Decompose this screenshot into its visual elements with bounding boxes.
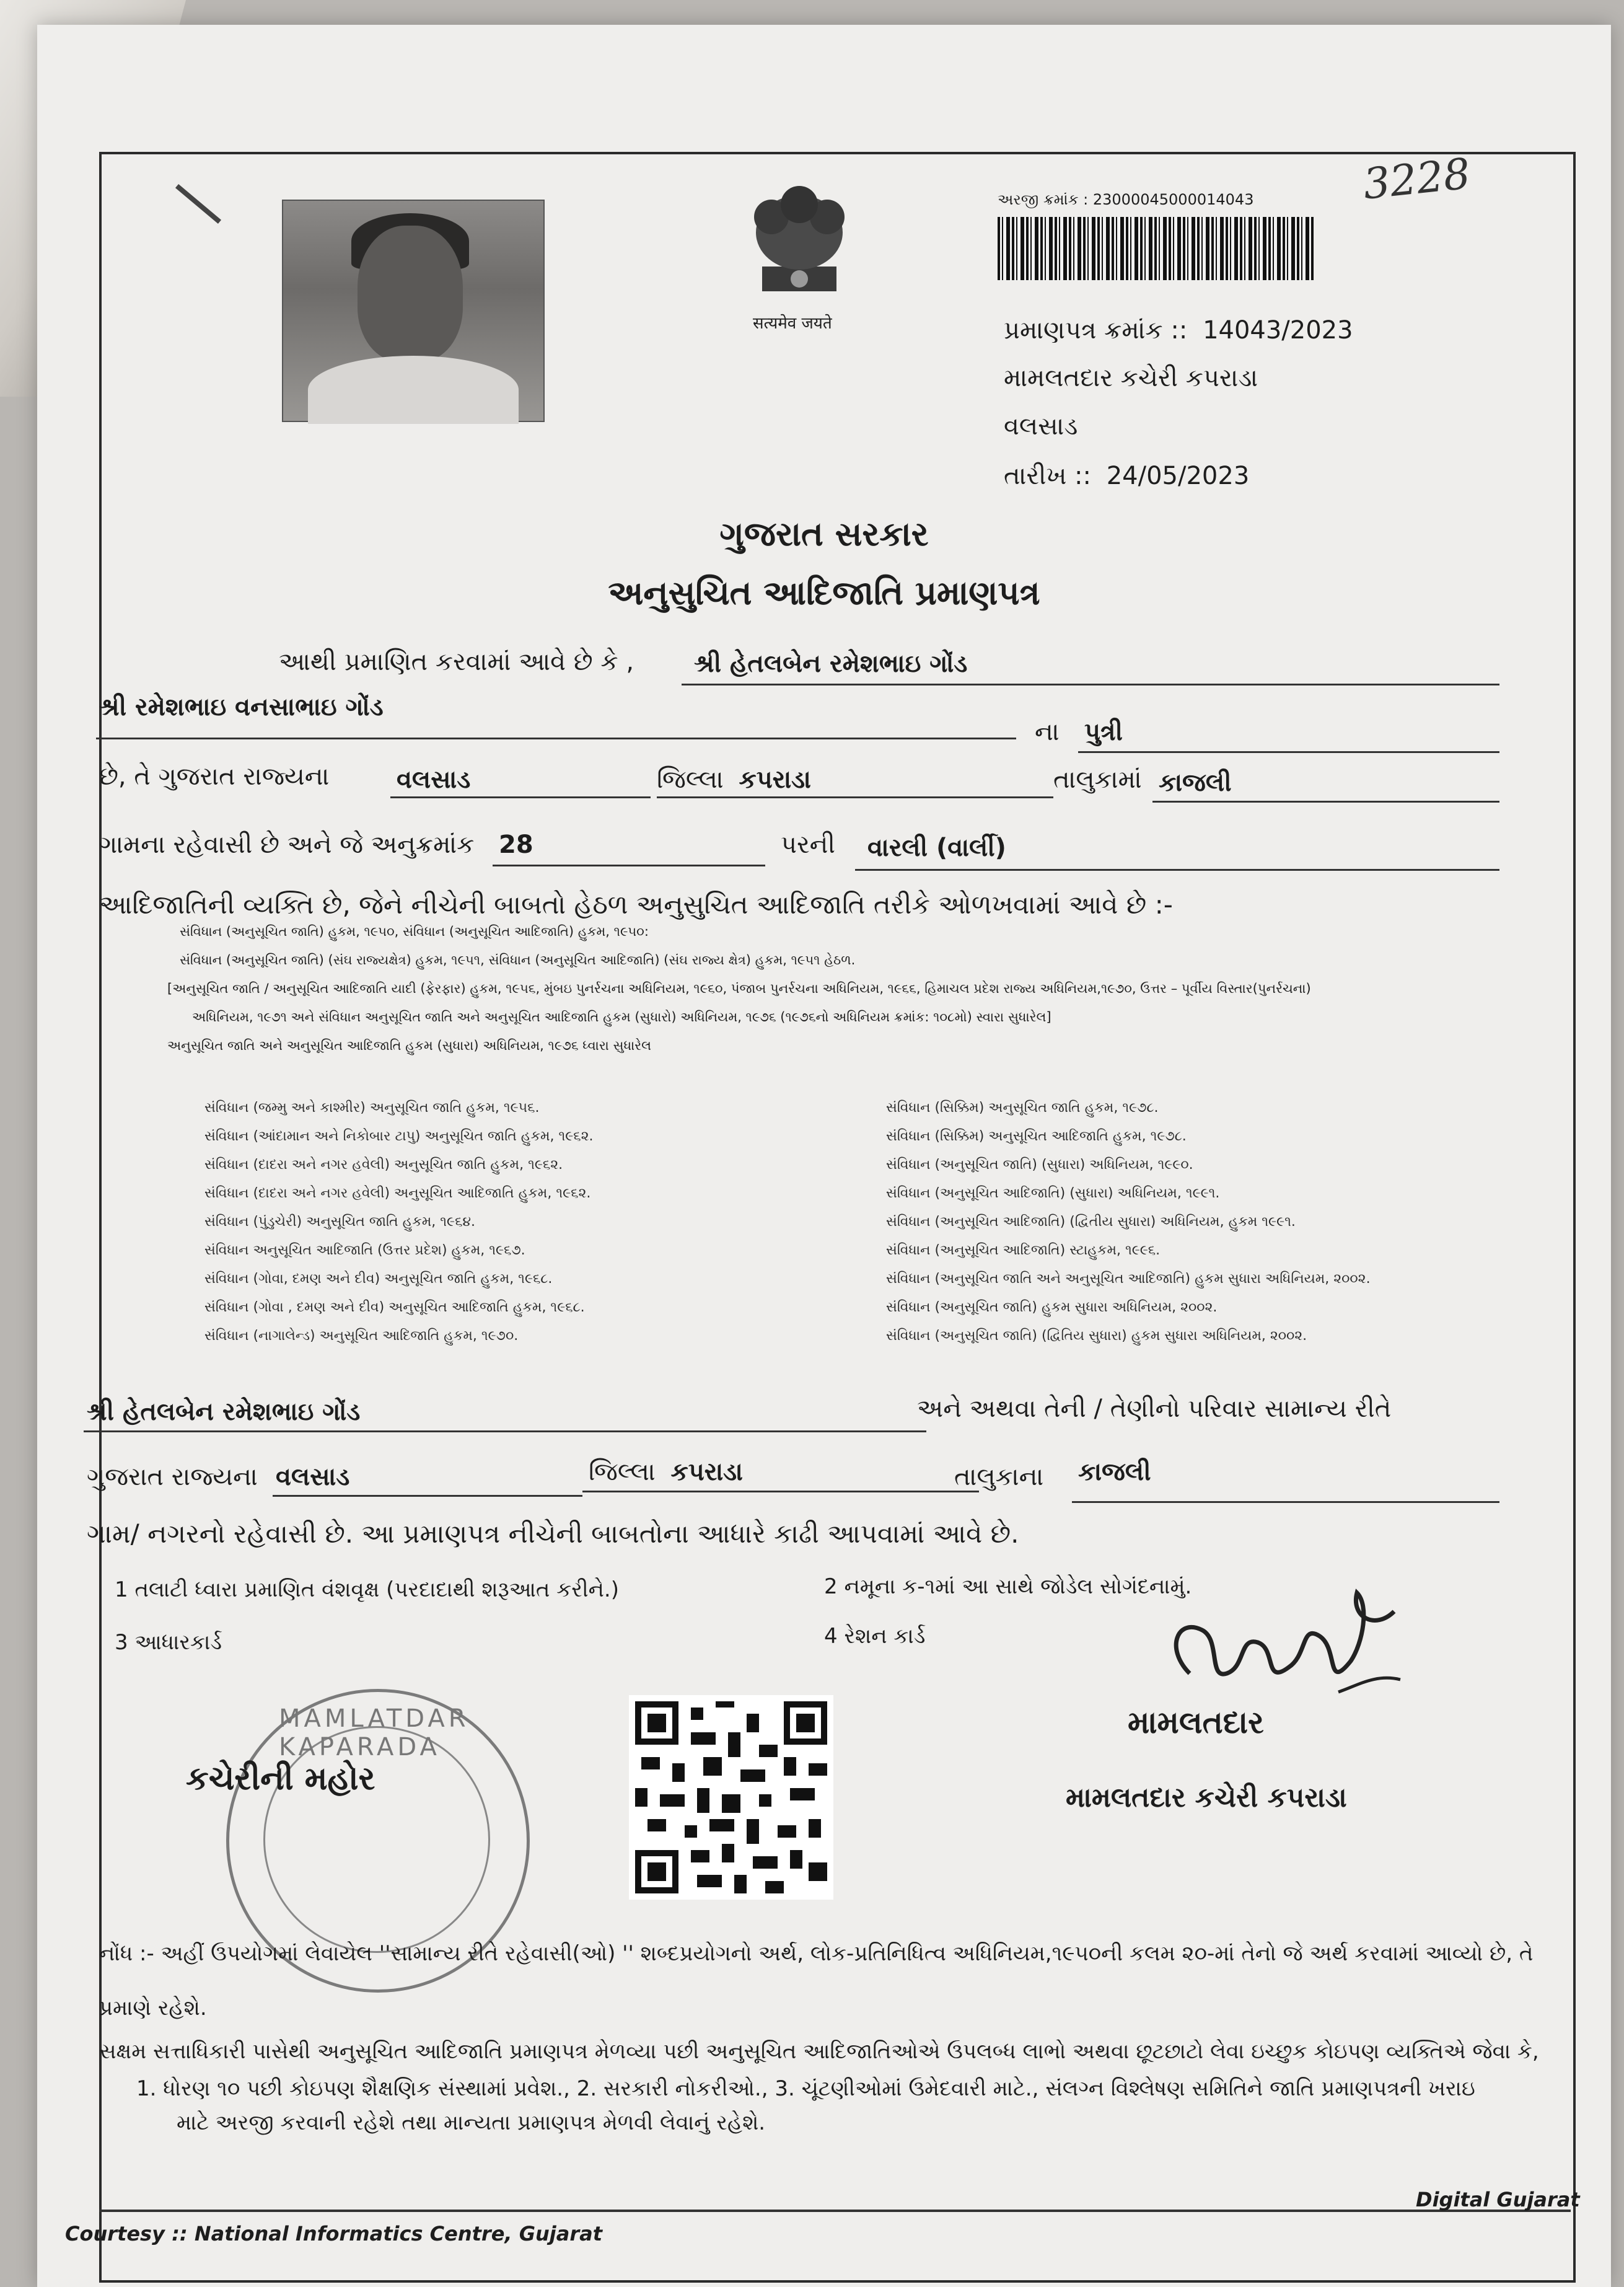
order-item: સંવિધાન (દાદરા અને નગર હવેલી) અનુસૂચિત જાતિ હુકમ, ૧૯૬૨. bbox=[204, 1157, 563, 1173]
order-item: સંવિધાન (અનુસૂચિત જાતિ અને અનુસૂચિત આદિજાતિ) હુકમ સુધારા અધિનિયમ, ૨૦૦૨. bbox=[886, 1271, 1371, 1287]
certify-text: આથી પ્રમાણિત કરવામાં આવે છે કે , bbox=[279, 648, 634, 676]
signatory-title: મામલતદાર bbox=[1128, 1704, 1264, 1740]
legal-line: [અનુસૂચિત જાતિ / અનુસૂચિત આદિજાતિ યાદી (ફેરફાર) હુકમ, ૧૯૫૬, મુંબઇ પુનર્રચના અધિનિયમ, ૧૯૬૦, પંજાબ પુનર્રચના અધિનિયમ, ૧૯૬૬, હિમાચલ પ્રદેશ રાજ્ય અધિનિયમ,૧૯૭૦, ઉત્તર – પૂર્વીય વિસ્તાર(પુનર્રચના) bbox=[167, 981, 1311, 996]
order-item: સંવિધાન (દાદરા અને નગર હવેલી) અનુસૂચિત આદિજાતિ હુકમ, ૧૯૬૨. bbox=[204, 1186, 591, 1201]
certificate-number-label: પ્રમાણપત્ર ક્રમાંક :: bbox=[1004, 316, 1188, 345]
order-item: સંવિધાન (અનુસૂચિત આદિજાતિ) સ્ટાહુકમ, ૧૯૯૬. bbox=[886, 1243, 1161, 1258]
father-name: શ્રી રમેશભાઇ વનસાભાઇ ગોંડ bbox=[99, 693, 384, 721]
upon-label: પરની bbox=[781, 831, 835, 859]
footer-courtesy: Courtesy :: National Informatics Centre, Gujarat bbox=[65, 2222, 602, 2245]
basis-2: 2 નમૂના ક-૧માં આ સાથે જોડેલ સોગંદનામું. bbox=[824, 1574, 1192, 1599]
village: કાજલી bbox=[1159, 769, 1232, 797]
holder-name: શ્રી હેતલબેન રમેશભાઇ ગોંડ bbox=[694, 650, 968, 678]
orders-right bbox=[886, 1094, 1371, 1351]
of-label: ના bbox=[1035, 718, 1060, 746]
orders-left bbox=[204, 1094, 594, 1351]
order-item: સંવિધાન (આંદામાન અને નિકોબાર ટાપુ) અનુસૂચિત જાતિ હુકમ, ૧૯૬૨. bbox=[204, 1129, 594, 1144]
applicant-photo bbox=[282, 200, 545, 422]
application-number: અરજી ક્રમાંક : 2300004500001404​3 bbox=[998, 191, 1254, 208]
handwritten-serial: 3228 bbox=[1361, 149, 1473, 209]
qr-code bbox=[629, 1695, 833, 1900]
legal-line: અધિનિયમ, ૧૯૭૧ અને સંવિધાન અનુસૂચિત જાતિ અને અનુસૂચિત આદિજાતિ હુકમ (સુધારો) અધિનિયમ, ૧૯૭૬ (૧૯૭૬નો અધિનિયમ ક્રમાંક: ૧૦૮મો) સ્વારા સુધારેલ] bbox=[192, 1010, 1051, 1025]
certificate-sheet bbox=[37, 25, 1611, 2287]
order-item: સંવિધાન (જમ્મુ અને કાશ્મીર) અનુસૂચિત જાતિ હુકમ, ૧૯૫૬. bbox=[204, 1100, 540, 1116]
order-item: સંવિધાન (નાગાલેન્ડ) અનુસૂચિત આદિજાતિ હુકમ, ૧૯૭૦. bbox=[204, 1328, 519, 1344]
legal-line: સંવિધાન (અનુસૂચિત જાતિ) હુકમ, ૧૯૫૦, સંવિધાન (અનુસૂચિત આદિજાતિ) હુકમ, ૧૯૫૦: bbox=[180, 924, 649, 939]
issue-date-row bbox=[1004, 462, 1249, 490]
date-label: તારીખ :: bbox=[1004, 462, 1091, 490]
certificate-number-row bbox=[1004, 316, 1353, 345]
recognition-text: આદિજાતિની વ્યક્તિ છે, જેને નીચેની બાબતો હેઠળ અનુસુચિત આદિજાતિ તરીકે ઓળખવામાં આવે છે :- bbox=[99, 889, 1173, 920]
issue-date: 24/05/2023 bbox=[1106, 462, 1250, 490]
district-label: જિલ્લા bbox=[657, 765, 724, 794]
taluka-label-2: તાલુકાના bbox=[954, 1463, 1044, 1491]
taluka-row bbox=[657, 765, 811, 794]
footer-digital-gujarat: Digital Gujarat bbox=[1416, 2188, 1580, 2211]
certificate-title: અનુસુચિત આદિજાતિ પ્રમાણપત્ર bbox=[608, 573, 1040, 612]
tribe-name: વારલી (વાર્લી) bbox=[867, 834, 1006, 862]
district-label-2: જિલ્લા bbox=[589, 1458, 656, 1486]
legal-lines bbox=[167, 917, 1311, 1060]
order-item: સંવિધાન (ગોવા, દમણ અને દીવ) અનુસૂચિત જાતિ હુકમ, ૧૯૬૮. bbox=[204, 1271, 553, 1287]
village-text: ગામના રહેવાસી છે અને જે અનુક્રમાંક bbox=[99, 831, 475, 859]
order-item: સંવિધાન (અનુસૂચિત જાતિ) (દ્વિતિય સુધારા) હુકમ સુધારા અધિનિયમ, ૨૦૦૨. bbox=[886, 1328, 1307, 1344]
relation: પુત્રી bbox=[1084, 718, 1123, 746]
state-text: છે, તે ગુજરાત રાજ્યના bbox=[99, 762, 330, 791]
office-seal-label: કચેરીની મહોર bbox=[186, 1760, 375, 1797]
district: વલસાડ bbox=[397, 765, 471, 794]
village-2: કાજલી bbox=[1078, 1458, 1151, 1486]
order-item: સંવિધાન (ગોવા , દમણ અને દીવ) અનુસૂચિત આદિજાતિ હુકમ, ૧૯૬૮. bbox=[204, 1300, 585, 1315]
order-item: સંવિધાન (અનુસૂચિત જાતિ) (સુધારા) અધિનિયમ, ૧૯૯૦. bbox=[886, 1157, 1193, 1173]
government-title: ગુજરાત સરકાર bbox=[719, 514, 929, 553]
district-taluka-2 bbox=[589, 1458, 743, 1486]
serial-number: 28 bbox=[499, 831, 533, 859]
taluka-2: કપરાડા bbox=[670, 1458, 743, 1486]
order-item: સંવિધાન (પુંડુચેરી) અનુસૂચિત જાતિ હુકમ, ૧૯૬૪. bbox=[204, 1214, 476, 1230]
basis-3: 3 આધારકાર્ડ bbox=[115, 1630, 222, 1655]
order-item: સંવિધાન (અનુસૂચિત જાતિ) હુકમ સુધારા અધિનિયમ, ૨૦૦૨. bbox=[886, 1300, 1218, 1315]
barcode bbox=[998, 217, 1314, 280]
note-line: પ્રમાણે રહેશે. bbox=[99, 1996, 207, 2020]
national-emblem bbox=[737, 174, 861, 335]
district-2: વલસાડ bbox=[276, 1463, 350, 1491]
note-line: સક્ષમ સત્તાધિકારી પાસેથી અનુસૂચિત આદિજાતિ પ્રમાણપત્ર મેળવ્યા પછી અનુસૂચિત આદિજાતિઓએ ઉપલબ્ધ લાભો અથવા છૂટછાટો લેવા ઇચ્છુક કોઇપણ વ્યક્તિએ જેવા કે, bbox=[99, 2039, 1539, 2064]
taluka: કપરાડા bbox=[739, 765, 811, 794]
holder-name-2: શ્રી હેતલબેન રમેશભાઇ ગોંડ bbox=[87, 1398, 361, 1426]
issuing-office: મામલતદાર કચેરી કપરાડા bbox=[1004, 364, 1258, 392]
family-text: અને અથવા તેની / તેણીનો પરિવાર સામાન્ય રીતે bbox=[917, 1395, 1392, 1423]
taluka-label: તાલુકામાં bbox=[1053, 765, 1142, 794]
order-item: સંવિધાન અનુસૂચિત આદિજાતિ (ઉત્તર પ્રદેશ) હુકમ, ૧૯૬૭. bbox=[204, 1243, 525, 1258]
order-item: સંવિધાન (અનુસૂચિત આદિજાતિ) (સુધારા) અધિનિયમ, ૧૯૯૧. bbox=[886, 1186, 1220, 1201]
basis-1: 1 તલાટી ધ્વારા પ્રમાણિત વંશવૃક્ષ (પરદાદાથી શરૂઆત કરીને.) bbox=[115, 1577, 619, 1602]
note-line: નોંધ :- અહીં ઉપયોગમાં લેવાયેલ ''સામાન્ય રીતે રહેવાસી(ઓ) '' શબ્દપ્રયોગનો અર્થ, લોક-પ્રતિનિધિત્વ અધિનિયમ,૧૯૫૦ની કલમ ૨૦-માં તેનો જે અર્થ કરવામાં આવ્યો છે, તે bbox=[99, 1941, 1534, 1966]
order-item: સંવિધાન (સિક્કિમ) અનુસૂચિત જાતિ હુકમ, ૧૯૭૮. bbox=[886, 1100, 1159, 1116]
emblem-motto: सत्यमेव जयते bbox=[753, 314, 832, 333]
signatory-office: મામલતદાર કચેરી કપરાડા bbox=[1066, 1782, 1347, 1813]
signature bbox=[1152, 1568, 1437, 1723]
basis-4: 4 રેશન કાર્ડ bbox=[824, 1624, 926, 1649]
resident-text: ગામ/ નગરનો રહેવાસી છે. આ પ્રમાણપત્ર નીચેની બાબતોના આધારે કાઢી આપવામાં આવે છે. bbox=[87, 1518, 1019, 1549]
order-item: સંવિધાન (સિક્કિમ) અનુસૂચિત આદિજાતિ હુકમ, ૧૯૭૮. bbox=[886, 1129, 1187, 1144]
legal-line: સંવિધાન (અનુસૂચિત જાતિ) (સંઘ રાજ્યક્ષેત્ર) હુકમ, ૧૯૫૧, સંવિધાન (અનુસૂચિત આદિજાતિ) (સંઘ રાજ્ય ક્ષેત્ર) હુકમ, ૧૯૫૧ હેઠળ. bbox=[180, 953, 856, 967]
header-district: વલસાડ bbox=[1004, 412, 1078, 441]
seal-text: MAMLATDAR KAPARADA bbox=[279, 1704, 470, 1761]
legal-line: અનુસૂચિત જાતિ અને અનુસૂચિત આદિજાતિ હુકમ (સુધારા) અધિનિયમ, ૧૯૭૬ ધ્વારા સુધારેલ bbox=[167, 1038, 651, 1053]
order-item: સંવિધાન (અનુસૂચિત આદિજાતિ) (દ્વિતીય સુધારા) અધિનિયમ, હુકમ ૧૯૯૧. bbox=[886, 1214, 1296, 1230]
state-label-2: ગુજરાત રાજ્યના bbox=[87, 1463, 258, 1491]
note-line: 1. ધોરણ ૧૦ પછી કોઇપણ શૈક્ષણિક સંસ્થામાં પ્રવેશ., 2. સરકારી નોકરીઓ., 3. ચૂંટણીઓમાં ઉમેદવારી માટે., સંલગ્ન વિશ્લેષણ સમિતિને જાતિ પ્રમાણપત્રની ખરાઇ bbox=[136, 2076, 1475, 2101]
certificate-number: 14043/2023 bbox=[1203, 316, 1353, 345]
note-line: માટે અરજી કરવાની રહેશે તથા માન્યતા પ્રમાણપત્ર મેળવી લેવાનું રહેશે. bbox=[177, 2110, 766, 2135]
